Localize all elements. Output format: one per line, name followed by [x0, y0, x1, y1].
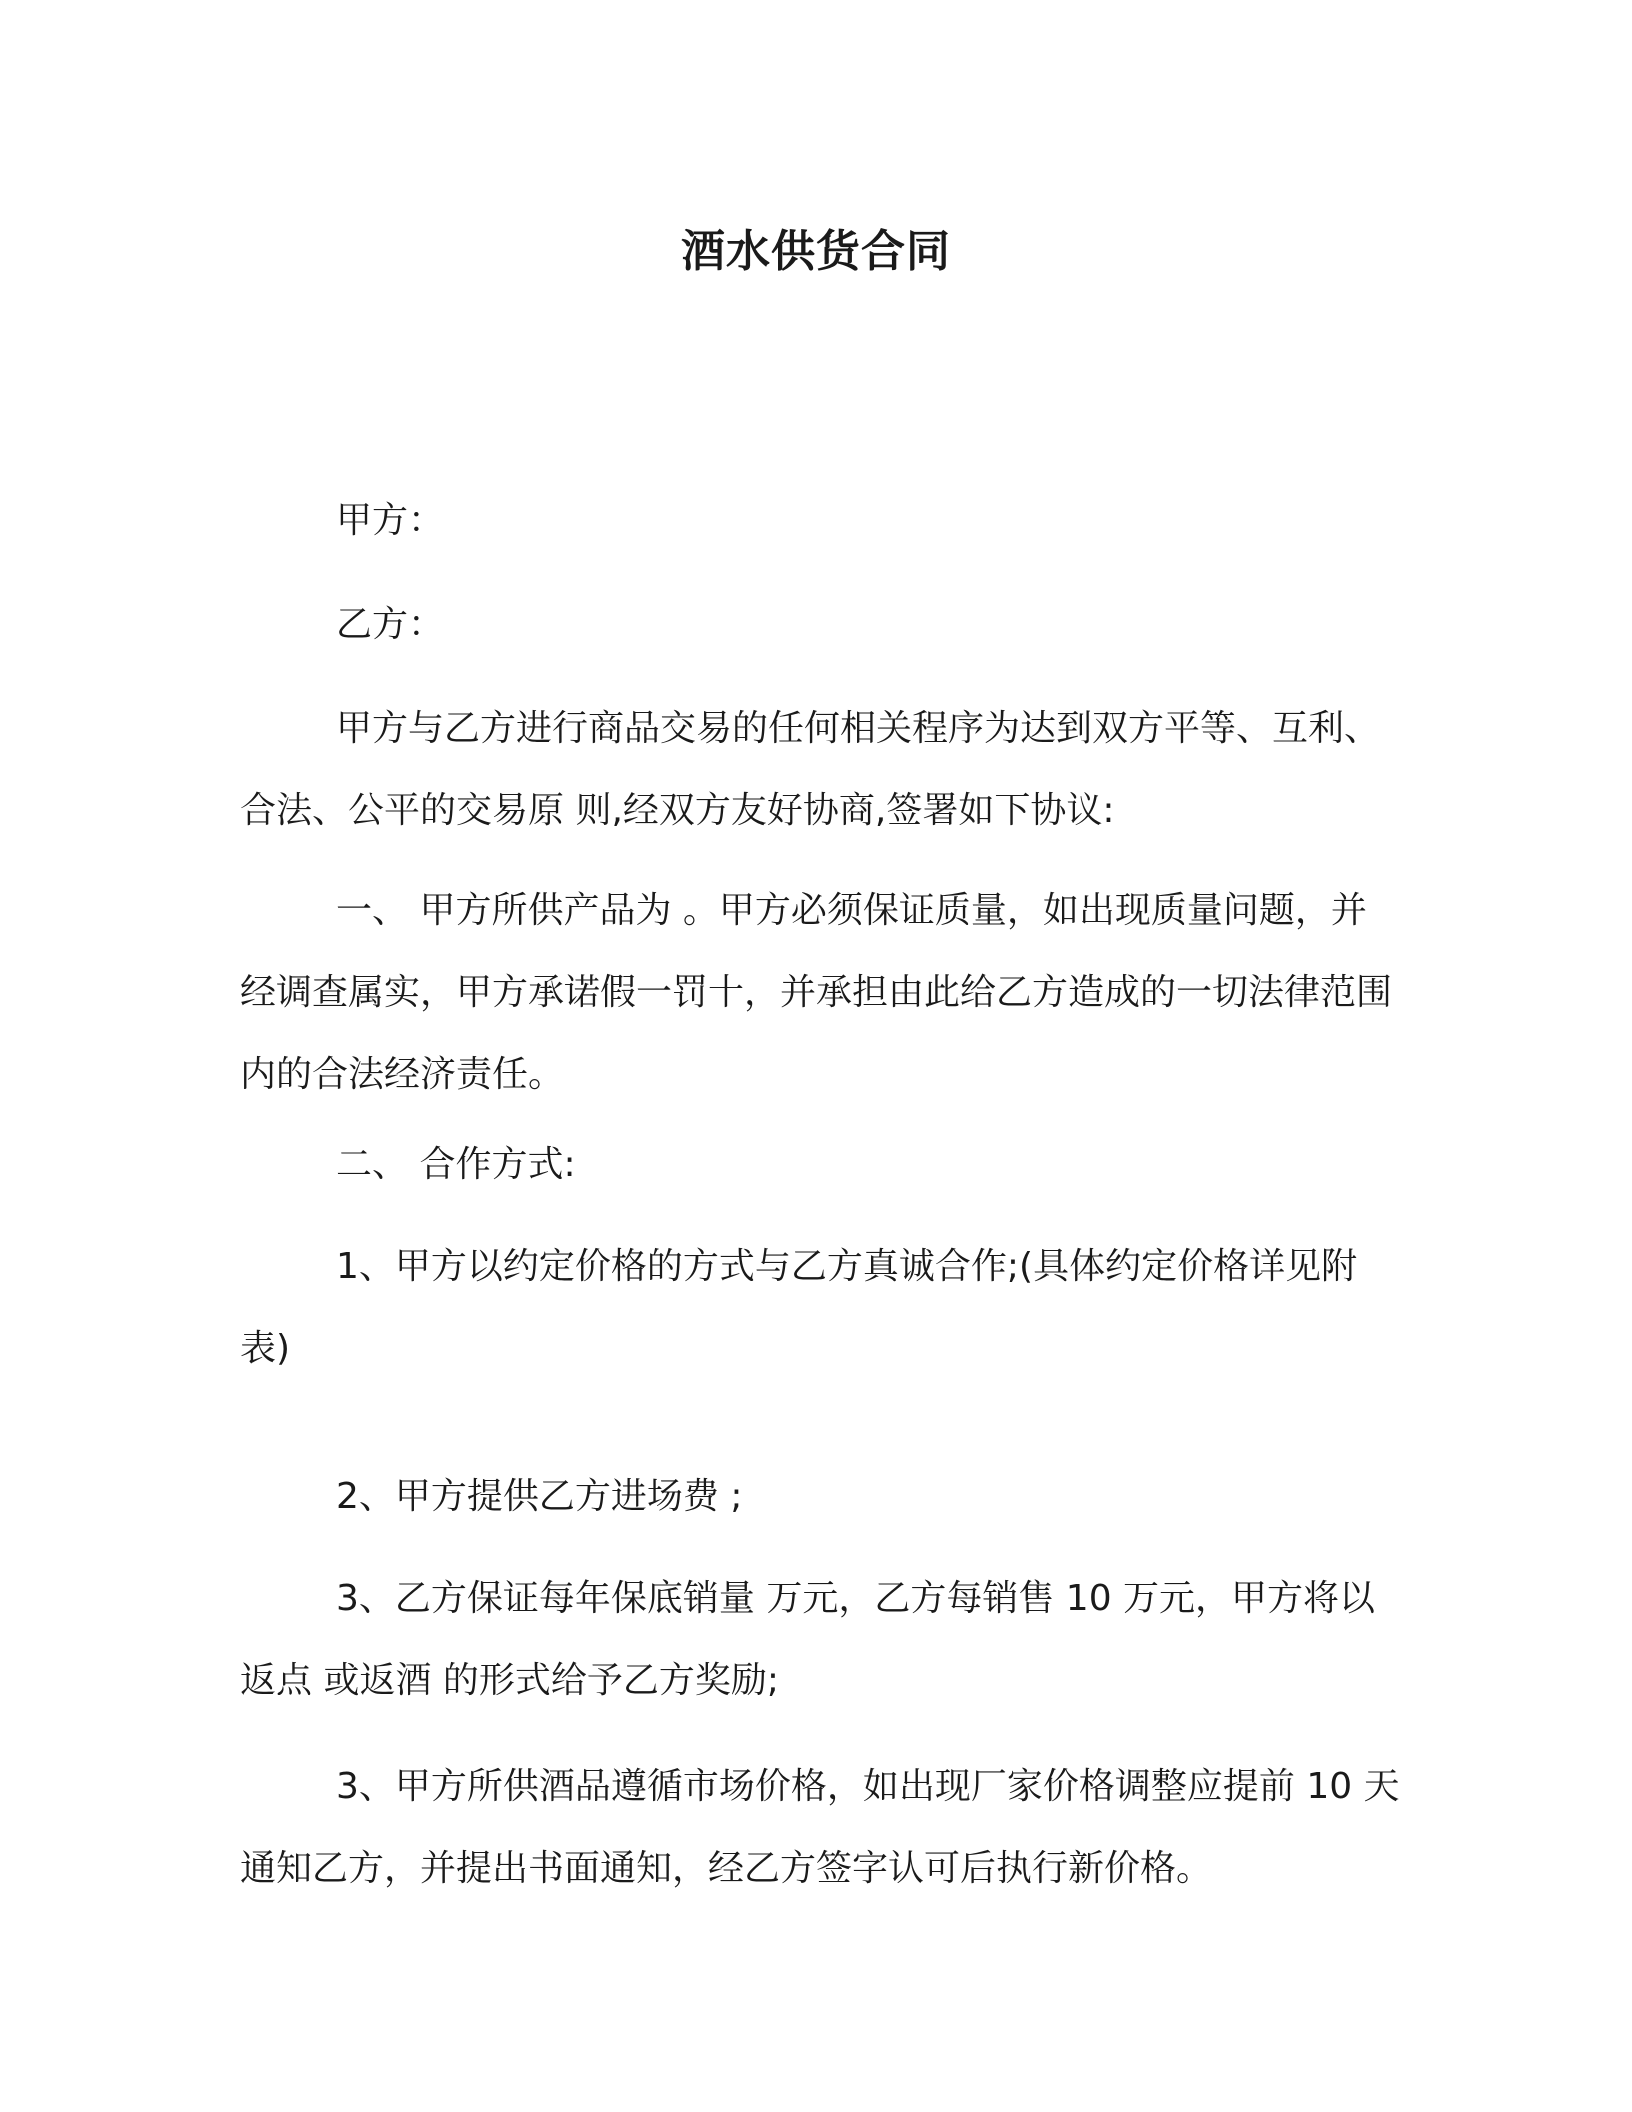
clause-2-item-3b: 3、甲方所供酒品遵循市场价格，如出现厂家价格调整应提前 10 天通知乙方，并提出书面通知，经乙方签字认可后执行新价格。	[240, 1766, 1400, 1889]
clause-2-item-2: 2、甲方提供乙方进场费 ;	[336, 1476, 743, 1517]
clause-2-item-1: 1、甲方以约定价格的方式与乙方真诚合作;(具体约定价格详见附表)	[240, 1246, 1358, 1369]
party-a-line: 甲方：	[336, 500, 445, 541]
document-title: 酒水供货合同	[681, 226, 951, 277]
intro-paragraph: 甲方与乙方进行商品交易的任何相关程序为达到双方平等、互利、合法、公平的交易原 则,经双方友好协商,签署如下协议:	[240, 708, 1381, 831]
clause-2-item-3: 3、乙方保证每年保底销量 万元，乙方每销售 10 万元，甲方将以返点 或返酒 的形式给予乙方奖励;	[240, 1578, 1376, 1701]
party-b-line: 乙方：	[336, 604, 445, 645]
clause-2-heading: 二、 合作方式:	[336, 1144, 576, 1185]
clause-1-paragraph: 一、 甲方所供产品为 。甲方必须保证质量，如出现质量问题，并经调查属实，甲方承诺假一罚十，并承担由此给乙方造成的一切法律范围内的合法经济责任。	[240, 890, 1393, 1095]
